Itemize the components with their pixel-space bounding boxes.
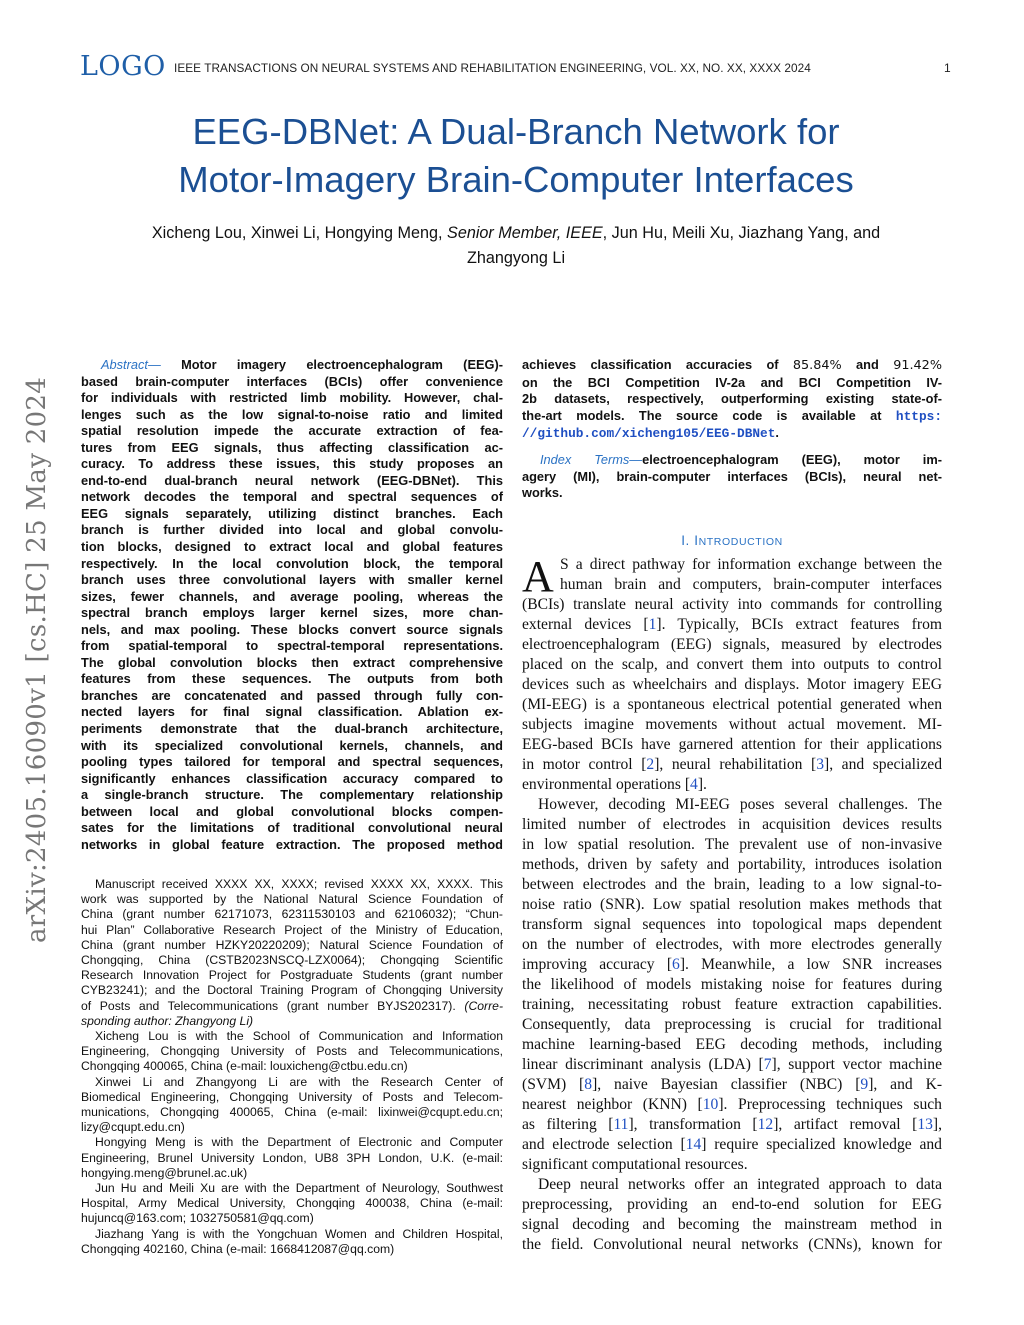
abstract-line: significantly enhances classification accuracy compared to xyxy=(81,770,503,786)
abstract-line: nected layers for final signal classification. Ablation ex- xyxy=(81,704,503,720)
footnotes xyxy=(81,877,503,1257)
arxiv-stamp: arXiv:2405.16090v1 [cs.HC] 25 May 2024 xyxy=(22,376,52,943)
body-text: ], transformation [ xyxy=(628,1116,758,1133)
abstract-line: branches are concatenated and passed through fully con- xyxy=(81,687,503,703)
footnote-line: Jun Hu and Meili Xu are with the Department of Neurology, Southwest xyxy=(95,1181,503,1196)
abstract-text: and xyxy=(841,357,894,372)
author-list xyxy=(80,221,952,271)
abstract-line: branch is further divided into local and global convolu- xyxy=(81,522,503,538)
abstract xyxy=(81,357,503,853)
footnote-line: Hongying Meng is with the Department of Electronic and Computer xyxy=(95,1135,503,1150)
abstract-line: networks in global feature extraction. The proposed method xyxy=(81,836,503,852)
manuscript-note xyxy=(81,877,503,999)
body-line xyxy=(522,775,942,795)
abstract-line: on the BCI Competition IV-2a and BCI Competition IV- xyxy=(522,374,942,390)
citation-link[interactable]: 7 xyxy=(763,1056,772,1073)
author-line: Zhangyong Li xyxy=(466,249,566,267)
body-line: on the number of electrodes, with more electrodes generally xyxy=(522,936,942,953)
body-line: EEG-based BCIs have garnered attention for their applications xyxy=(522,736,942,753)
abstract-line: pooling types tailored for temporal and spectral sequences, xyxy=(81,754,503,770)
footnote-line: Hospital, Army Medical University, Chongqing 400038, China (e-mail: xyxy=(81,1196,503,1211)
body-text: ], and K- xyxy=(868,1076,943,1093)
body-line xyxy=(522,755,942,775)
section-title: NTRODUCTION xyxy=(698,536,783,548)
footnote-line: Engineering, Brunel University London, UB8 3PH London, U.K. (e-mail: xyxy=(81,1150,503,1165)
footnote-line: Engineering, Chongqing University of Posts and Telecommunications, xyxy=(81,1044,503,1059)
abstract-line: sizes, fewer channels, and average pooling, whereas the xyxy=(81,588,503,604)
body-line xyxy=(522,1135,942,1155)
footnote-line: Chongqing 400065, China (e-mail: louxicheng@ctbu.edu.cn) xyxy=(81,1059,408,1074)
body-line: Deep neural networks offer an integrated approach to data xyxy=(538,1176,942,1193)
body-text: ]. xyxy=(697,776,707,793)
abstract-line: respectively. In the local convolution block, the temporal xyxy=(81,555,503,571)
accuracy-2b: 91.42% xyxy=(893,358,942,373)
paper-title xyxy=(80,108,952,204)
section-numeral: I. I xyxy=(681,533,699,548)
footnote-line: hujuncq@163.com; 1032750581@qq.com) xyxy=(81,1211,314,1226)
abstract-line xyxy=(81,357,503,374)
body-text: ] require specialized knowledge and xyxy=(701,1136,942,1153)
body-line: machine learning-based EEG decoding methods, including xyxy=(522,1036,942,1053)
footnote-line: munications, Chongqing 400065, China (e-mail: lixinwei@cqupt.edu.cn; xyxy=(81,1105,503,1120)
citation-link[interactable]: 2 xyxy=(646,756,655,773)
abstract-line: spatial resolution impede the accurate extraction of fea- xyxy=(81,423,503,439)
author-role: Senior Member, IEEE xyxy=(447,224,603,242)
body-text: ], xyxy=(932,1116,942,1133)
author-line xyxy=(80,221,952,246)
citation-link[interactable]: 9 xyxy=(860,1076,869,1093)
title-line: Motor-Imagery Brain-Computer Interfaces xyxy=(178,159,854,200)
body-text: ], naive Bayesian classifier (NBC) [ xyxy=(592,1076,861,1093)
body-line xyxy=(522,615,942,635)
body-line xyxy=(522,1075,942,1095)
index-line xyxy=(522,452,942,469)
body-line: (BCIs) translate neural activity into commands for controlling xyxy=(522,596,942,613)
body-text: external devices [ xyxy=(522,616,649,633)
body-text: ]. Preprocessing techniques such xyxy=(718,1096,942,1113)
abstract-line: network decodes the temporal and spectral sequences of xyxy=(81,489,503,505)
body-line: Consequently, data preprocessing is crucial for traditional xyxy=(522,1016,942,1033)
body-line: placed on the scalp, and convert them into outputs to control xyxy=(522,656,942,673)
body-line: (MI-EEG) is a spontaneous electrical potential generated when xyxy=(522,696,942,713)
abstract-line: with its specialized convolutional kernels, channels, and xyxy=(81,737,503,753)
index-terms xyxy=(522,452,942,502)
body-line: electroencephalogram (EEG) signals, measured by electrodes xyxy=(522,636,942,653)
abstract-line: sates for the limitations of traditional convolutional neural xyxy=(81,820,503,836)
footnote-text: (Corre- xyxy=(464,998,503,1013)
abstract-line: The global convolution blocks then extract comprehensive xyxy=(81,654,503,670)
abstract-line: nels, and max pooling. These blocks convert source signals xyxy=(81,621,503,637)
body-line: preprocessing, providing an end-to-end solution for EEG xyxy=(522,1196,942,1213)
source-code-link[interactable]: //github.com/xicheng105/EEG-DBNet xyxy=(522,426,776,442)
abstract-line: features from these sequences. The outputs from both xyxy=(81,671,503,687)
body-line: the likelihood of models mistaking noise for features during xyxy=(522,976,942,993)
index-text: electroencephalogram (EEG), motor im- xyxy=(642,452,942,467)
footnote-line xyxy=(81,999,503,1014)
body-line: training, necessitating robust feature extraction capabilities. xyxy=(522,996,942,1013)
citation-link[interactable]: 1 xyxy=(648,616,657,633)
footnote-line: Xinwei Li and Zhangyong Li are with the Research Center of xyxy=(95,1074,503,1089)
abstract-line: tion blocks, designed to extract local and global features xyxy=(81,539,503,555)
abstract-continued xyxy=(522,357,942,443)
abstract-line: EEG signals separately, utilizing distinct branches. Each xyxy=(81,505,503,521)
body-text: nearest neighbor (KNN) [ xyxy=(522,1096,703,1113)
body-text: ]. Meanwhile, a low SNR increases xyxy=(679,956,942,973)
body-text: environmental operations [ xyxy=(522,776,691,793)
abstract-line: between local and global convolutional blocks compen- xyxy=(81,803,503,819)
running-header: IEEE TRANSACTIONS ON NEURAL SYSTEMS AND REHABILITATION ENGINEERING, VOL. XX, NO. XX, XXXX 2024 xyxy=(174,61,811,75)
body-line: limited number of electrodes in acquisition devices results xyxy=(522,816,942,833)
body-text: ], and specialized xyxy=(824,756,942,773)
abstract-text: the-art models. The source code is available at xyxy=(522,407,896,423)
abstract-body xyxy=(81,374,503,854)
abstract-line: periments demonstrate that the dual-branch architecture, xyxy=(81,721,503,737)
index-line: agery (MI), brain-computer interfaces (BCIs), neural net- xyxy=(522,468,942,484)
abstract-text: . xyxy=(775,425,779,441)
abstract-line: tures from EEG signals, thus affecting classification ac- xyxy=(81,439,503,455)
body-line: human brain and computers, brain-computer interfaces xyxy=(560,576,942,593)
body-line: significant computational resources. xyxy=(522,1156,748,1173)
body-line: between electrodes and the brain, leading to a low signal-to- xyxy=(522,876,942,893)
body-text: ], artifact removal [ xyxy=(773,1116,918,1133)
body-text: ], neural rehabilitation [ xyxy=(654,756,817,773)
footnote-line: China (grant number 62171073, 62311530103 and 62106032); “Chun- xyxy=(81,907,503,922)
footnote-line: Chongqing 402160, China (e-mail: 1668412087@qq.com) xyxy=(81,1241,395,1256)
abstract-line: 2b datasets, respectively, outperforming existing state-of- xyxy=(522,391,942,407)
body-line: S a direct pathway for information exchange between the xyxy=(560,556,942,573)
abstract-line: curacy. To address these issues, this study proposes an xyxy=(81,456,503,472)
drop-cap: A xyxy=(522,552,554,601)
abstract-line: lenges such as the low signal-to-noise ratio and limited xyxy=(81,406,503,422)
body-line: However, decoding MI-EEG poses several challenges. The xyxy=(538,796,942,813)
body-line xyxy=(522,955,942,975)
body-line: devices such as wheelchairs and displays. Motor imagery EEG xyxy=(522,676,942,693)
section-heading xyxy=(522,532,942,551)
body-text: and electrode selection [ xyxy=(522,1136,686,1153)
index-terms-label: Index Terms— xyxy=(540,452,643,467)
citation-link[interactable]: 14 xyxy=(685,1136,702,1153)
source-code-link[interactable]: https: xyxy=(895,408,942,424)
footnote-line: Research Innovation Project for Postgraduate Students (grant number xyxy=(81,968,503,983)
body-line xyxy=(522,1055,942,1075)
abstract-line: spectral branch employs larger kernel sizes, more chan- xyxy=(81,605,503,621)
body-text: as filtering [ xyxy=(522,1116,614,1133)
citation-link[interactable]: 8 xyxy=(584,1076,593,1093)
body-text: in motor control [ xyxy=(522,756,647,773)
body-text: ]. Typically, BCIs extract features from xyxy=(656,616,942,633)
body-line: subjects imagine movements without actual movement. MI- xyxy=(522,716,942,733)
abstract-line: based brain-computer interfaces (BCIs) offer convenience xyxy=(81,373,503,389)
abstract-line: a single-branch structure. The complementary relationship xyxy=(81,787,503,803)
footnote-line: lizy@cqupt.edu.cn) xyxy=(81,1120,185,1135)
footnote-text: of Posts and Telecommunications (grant number BYJS202317). xyxy=(81,998,465,1013)
body-line: the field. Convolutional neural networks (CNNs), known for xyxy=(522,1236,942,1253)
body-text: improving accuracy [ xyxy=(522,956,673,973)
footnote-line: Biomedical Engineering, Chongqing University of Posts and Telecom- xyxy=(81,1089,503,1104)
abstract-line: end-to-end dual-branch neural network (EEG-DBNet). This xyxy=(81,472,503,488)
body-line: signal decoding and becoming the mainstream method in xyxy=(522,1216,942,1233)
body-line: transform signal sequences into topological maps dependent xyxy=(522,916,942,933)
citation-link[interactable]: 6 xyxy=(672,956,680,973)
footnote-line: Jiazhang Yang is with the Yongchuan Women and Children Hospital, xyxy=(95,1226,503,1241)
body-line xyxy=(522,1115,942,1135)
body-line xyxy=(522,1095,942,1115)
body-line: in low spatial resolution. The prevalent use of non-invasive xyxy=(522,836,942,853)
abstract-line xyxy=(522,425,942,443)
index-line: works. xyxy=(522,485,563,501)
author-names: , Jun Hu, Meili Xu, Jiazhang Yang, and xyxy=(602,224,881,242)
citation-link[interactable]: 13 xyxy=(917,1116,933,1133)
citation-link[interactable]: 11 xyxy=(613,1116,629,1133)
abstract-line xyxy=(522,357,942,375)
body-line: noise ratio (SNR). Low spatial resolution makes methods that xyxy=(522,896,942,913)
citation-link[interactable]: 4 xyxy=(690,776,698,793)
introduction-text xyxy=(522,552,943,1255)
body-text: linear discriminant analysis (LDA) [ xyxy=(522,1056,764,1073)
abstract-line: from spatial-temporal to spectral-temporal representations. xyxy=(81,638,503,654)
abstract-text: achieves classification accuracies of xyxy=(522,357,793,372)
corresponding-author: sponding author: Zhangyong Li) xyxy=(81,1013,254,1028)
abstract-line: branch uses three convolutional layers with smaller kernel xyxy=(81,572,503,588)
abstract-text: Motor imagery electroencephalogram (EEG)- xyxy=(160,357,503,372)
body-line: methods, driven by safety and portability, introduces isolation xyxy=(522,856,942,873)
affiliations xyxy=(81,1029,503,1257)
abstract-line: for individuals with restricted limb mobility. However, chal- xyxy=(81,390,503,406)
citation-link[interactable]: 10 xyxy=(702,1096,719,1113)
body-text: ], support vector machine xyxy=(771,1056,942,1073)
abstract-line xyxy=(522,408,942,426)
footnote-line: Xicheng Lou is with the School of Communication and Information xyxy=(95,1029,503,1044)
author-names: Xicheng Lou, Xinwei Li, Hongying Meng, xyxy=(151,224,448,242)
title-line: EEG-DBNet: A Dual-Branch Network for xyxy=(192,111,840,152)
abstract-label: Abstract— xyxy=(101,357,161,372)
body-text: (SVM) [ xyxy=(522,1076,585,1093)
footnote-line: CYB23241); and the Doctoral Training Program of Chongqing University xyxy=(81,983,503,998)
page-number: 1 xyxy=(944,61,951,75)
footnote-line: hongying.meng@brunel.ac.uk) xyxy=(81,1165,248,1180)
footnote-line: Manuscript received XXXX XX, XXXX; revised XXXX XX, XXXX. This xyxy=(95,877,503,891)
footnote-line: work was supported by the National Natural Science Foundation of xyxy=(81,892,503,907)
footnote-line: Chongqing, China (CSTB2023NSCQ-LZX0064); Chongqing Scientific xyxy=(81,953,503,968)
citation-link[interactable]: 12 xyxy=(757,1116,774,1133)
citation-link[interactable]: 3 xyxy=(816,756,825,773)
footnote-line xyxy=(81,1014,503,1029)
accuracy-2a: 85.84% xyxy=(792,358,842,373)
footnote-line: hui Plan” Collaborative Research Project of the Ministry of Education, xyxy=(81,922,503,937)
footnote-line: China (grant number HZKY20220209); Natural Science Foundation of xyxy=(81,937,503,952)
journal-logo: LOGO xyxy=(80,51,166,82)
